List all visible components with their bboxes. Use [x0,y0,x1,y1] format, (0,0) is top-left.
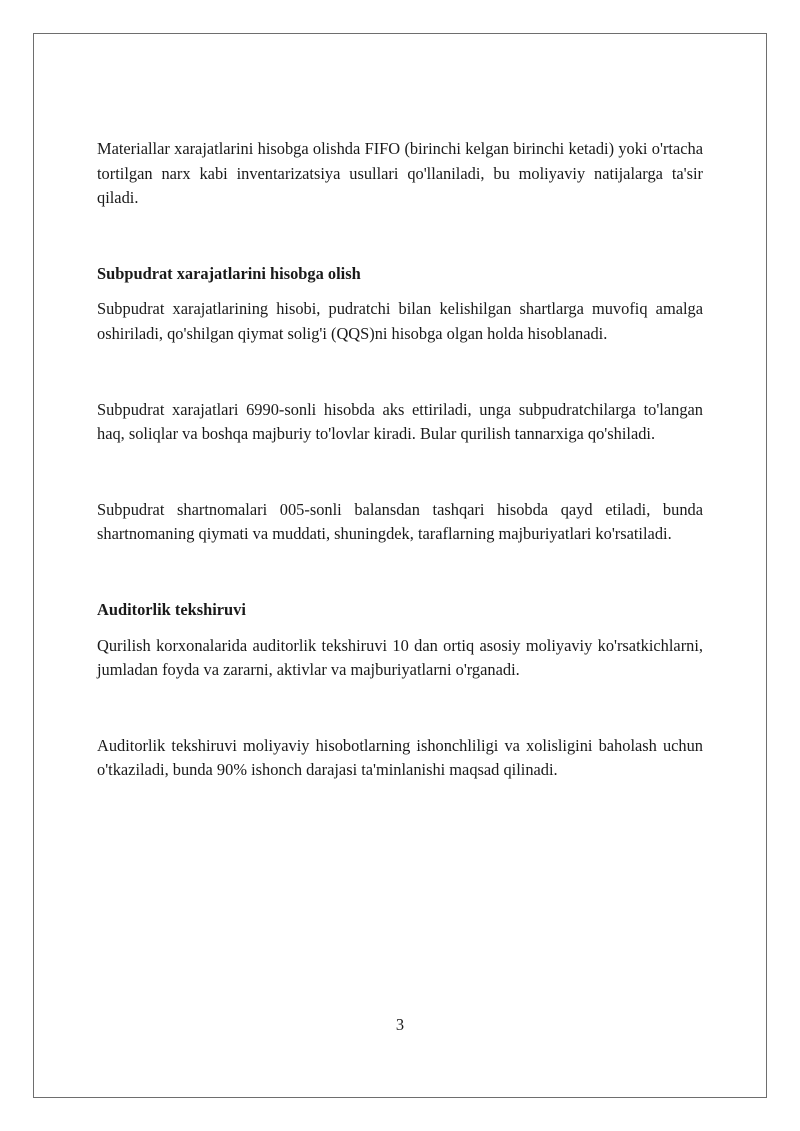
paragraph-audit-indicators: Qurilish korxonalarida auditorlik tekshiruvi 10 dan ortiq asosiy moliyaviy ko'rsatkichlarni, jumladan foyda va zararni, aktivlar va majburiyatlarni o'rganadi. [97,635,703,680]
paragraph-subcontract-account-6990: Subpudrat xarajatlari 6990-sonli hisobda aks ettiriladi, unga subpudratchilarga to'langan haq, soliqlar va boshqa majburiy to'lovlar kiradi. Bular qurilish tannarxiga qo'shiladi. [97,399,703,444]
paragraph-subcontract-accounting: Subpudrat xarajatlarining hisobi, pudratchi bilan kelishilgan shartlarga muvofiq amalga oshiriladi, qo'shilgan qiymat solig'i (QQS)ni hisobga olgan holda hisoblanadi. [97,299,703,343]
paragraph-subcontract-contracts-005: Subpudrat shartnomalari 005-sonli balansdan tashqari hisobda qayd etiladi, bunda shartnomaning qiymati va muddati, shuningdek, taraflarning majburiyatlari ko'rsatiladi. [97,499,703,544]
heading-audit: Auditorlik tekshiruvi [97,599,246,619]
paragraph-audit-reliability: Auditorlik tekshiruvi moliyaviy hisobotlarning ishonchliligi va xolisligini baholash uchun o'tkaziladi, bunda 90% ishonch darajasi ta'minlanishi maqsad qilinadi. [97,735,703,780]
paragraph-materials-fifo: Materiallar xarajatlarini hisobga olishda FIFO (birinchi kelgan birinchi ketadi) yoki o'rtacha tortilgan narx kabi inventarizatsiya usullari qo'llaniladi, bu moliyaviy natijalarga ta'sir qiladi. [97,139,703,208]
document-body [97,137,703,783]
page-number: 3 [395,1015,405,1034]
heading-subcontract-costs: Subpudrat xarajatlarini hisobga olish [97,263,361,283]
